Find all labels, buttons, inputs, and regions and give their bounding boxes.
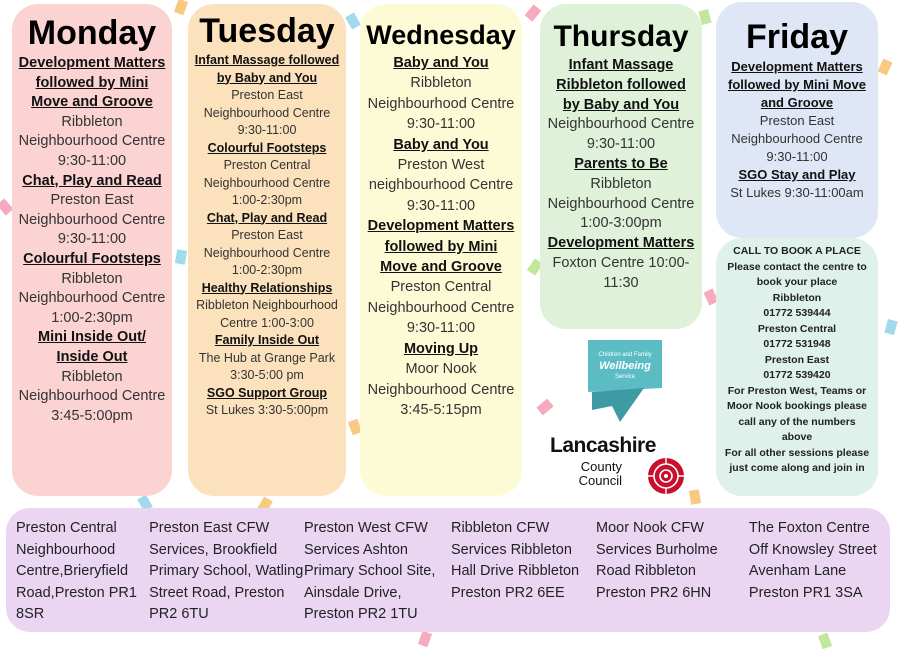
- session-details: Ribbleton Neighbourhood Centre 9:30-11:00: [18, 113, 166, 169]
- booking-text: For Preston West, Teams or Moor Nook bookings please call any of the numbers above: [726, 384, 868, 443]
- thursday-session: [546, 56, 696, 155]
- wellbeing-line3: Service: [614, 374, 636, 380]
- booking-text: For all other sessions please just come along and join in: [724, 446, 870, 474]
- council-name: Lancashire: [550, 434, 656, 457]
- logo-area: [548, 334, 708, 504]
- wednesday-column: [360, 4, 522, 496]
- session-details: The Hub at Grange Park 3:30-5:00 pm: [198, 350, 336, 382]
- wednesday-session: [366, 135, 516, 217]
- booking-phone: 01772 539420: [763, 369, 831, 381]
- red-rose-icon: [646, 456, 686, 496]
- session-details: Foxton Centre 10:00-11:30: [552, 254, 690, 291]
- friday-column: [716, 2, 878, 238]
- session-details: Preston West neighbourhood Centre 9:30-11:00: [368, 157, 514, 214]
- session-title: Healthy Relationships: [201, 280, 333, 295]
- centre-addresses-panel: [6, 508, 890, 632]
- monday-session: [18, 328, 166, 426]
- address-foxton-centre: The Foxton Centre Off Knowsley Street Avenham Lane Preston PR1 3SA: [748, 520, 877, 601]
- thursday-column: [540, 4, 702, 329]
- thursday-session: [546, 234, 696, 293]
- session-details: Moor Nook Neighbourhood Centre 3:45-5:15pm: [367, 361, 515, 418]
- session-details: Ribbleton Neighbourhood Centre 3:45-5:00pm: [18, 368, 166, 424]
- session-details: Preston Central Neighbourhood Centre 1:00-2:30pm: [203, 158, 331, 207]
- monday-column: [12, 4, 172, 496]
- session-title: Parents to Be: [574, 155, 668, 172]
- address-preston-east: Preston East CFW Services, Brookfield Primary School, Watling Street Road, Preston PR2 6TU: [149, 520, 304, 622]
- tuesday-session: [194, 332, 340, 385]
- friday-session: [722, 58, 872, 166]
- session-title: Colourful Footsteps: [23, 250, 161, 267]
- session-title: Family Inside Out: [214, 333, 320, 347]
- thursday-title: Thursday: [553, 20, 689, 53]
- session-title: Development Matters followed by Mini Move and Groove: [18, 55, 166, 111]
- confetti: [878, 59, 893, 76]
- monday-session: [18, 54, 166, 172]
- session-title: Moving Up: [403, 340, 479, 357]
- wednesday-session: [366, 339, 516, 421]
- session-title: Baby and You: [393, 55, 489, 71]
- wellbeing-line2: Wellbeing: [599, 360, 651, 372]
- monday-session: [18, 172, 166, 250]
- confetti: [525, 4, 542, 21]
- wednesday-session: [366, 53, 516, 135]
- booking-centre-name: Preston Central: [757, 322, 837, 335]
- thursday-session: [546, 155, 696, 234]
- session-title: Development Matters followed by Mini Move and Groove: [367, 218, 515, 276]
- council-sub-line: Council: [578, 473, 622, 488]
- booking-info-panel: [716, 238, 878, 496]
- session-details: Preston East Neighbourhood Centre 9:30-11:00: [731, 113, 863, 164]
- session-details: Ribbleton Neighbourhood Centre 1:00-2:30pm: [18, 270, 166, 326]
- tuesday-session: [194, 52, 340, 140]
- address-moor-nook: Moor Nook CFW Services Burholme Road Ribbleton Preston PR2 6HN: [595, 520, 718, 601]
- session-title: SGO Support Group: [206, 385, 328, 400]
- session-title: Chat, Play and Read: [206, 210, 328, 225]
- monday-session: [18, 250, 166, 328]
- session-details: St Lukes 9:30-11:00am: [730, 185, 864, 200]
- session-details: Preston Central Neighbourhood Centre 9:30-11:00: [367, 279, 515, 337]
- wellbeing-line1: Children and Family: [598, 352, 652, 358]
- session-details: Preston East Neighbourhood Centre 1:00-2:30pm: [203, 228, 331, 277]
- wednesday-title: Wednesday: [366, 20, 516, 50]
- session-title: Development Matters followed by Mini Move and Groove: [728, 59, 866, 110]
- session-details: Preston East Neighbourhood Centre 9:30-11:00: [18, 192, 166, 248]
- friday-session: [722, 166, 872, 202]
- monday-title: Monday: [27, 14, 157, 52]
- booking-centre-name: Preston East: [764, 353, 830, 366]
- lancashire-county-council-logo: [550, 434, 706, 498]
- session-title: Mini Inside Out/ Inside Out: [38, 329, 146, 365]
- confetti: [175, 249, 187, 265]
- session-title: Infant Massage followed by Baby and You: [194, 53, 340, 85]
- confetti: [174, 0, 188, 15]
- council-sub: [568, 460, 622, 488]
- session-title: Chat, Play and Read: [22, 172, 162, 189]
- session-title: Colourful Footsteps: [207, 140, 327, 155]
- tuesday-session: [194, 385, 340, 420]
- address-preston-central: Preston Central Neighbourhood Centre,Brieryfield Road,Preston PR1 8SR: [16, 520, 137, 622]
- confetti: [418, 631, 432, 648]
- wellbeing-service-logo: [584, 336, 666, 426]
- tuesday-session: [194, 140, 340, 210]
- session-details: St Lukes 3:30-5:00pm: [205, 403, 329, 417]
- session-title: SGO Stay and Play: [738, 167, 856, 182]
- council-sub-line: County: [580, 459, 622, 474]
- address-preston-west: Preston West CFW Services Ashton Primary School Site, Ainsdale Drive, Preston PR2 1TU: [304, 520, 436, 622]
- session-details: Ribbleton Neighbourhood Centre 9:30-11:00: [367, 75, 515, 133]
- session-details: Neighbourhood Centre 9:30-11:00: [547, 116, 695, 153]
- session-details: Ribbleton Neighbourhood Centre 1:00-3:00: [196, 298, 338, 330]
- booking-heading: CALL TO BOOK A PLACE: [733, 245, 861, 257]
- address-ribbleton: Ribbleton CFW Services Ribbleton Hall Drive Ribbleton Preston PR2 6EE: [450, 520, 580, 601]
- tuesday-column: [188, 4, 346, 496]
- session-details: Preston East Neighbourhood Centre 9:30-11:00: [203, 88, 331, 137]
- confetti: [345, 12, 361, 29]
- booking-phone: 01772 531948: [763, 338, 831, 350]
- booking-phone: 01772 539444: [763, 307, 831, 319]
- booking-text: Please contact the centre to book your place: [727, 260, 867, 288]
- session-title: Development Matters: [547, 235, 695, 252]
- friday-title: Friday: [745, 18, 849, 56]
- session-title: Infant Massage Ribbleton followed by Baby and You: [556, 57, 686, 113]
- tuesday-title: Tuesday: [199, 12, 335, 50]
- wednesday-session: [366, 216, 516, 338]
- session-details: Ribbleton Neighbourhood Centre 1:00-3:00pm: [547, 175, 695, 232]
- tuesday-session: [194, 210, 340, 280]
- session-title: Baby and You: [393, 136, 489, 153]
- booking-centre-name: Ribbleton: [772, 291, 822, 304]
- confetti: [884, 319, 897, 335]
- tuesday-session: [194, 280, 340, 333]
